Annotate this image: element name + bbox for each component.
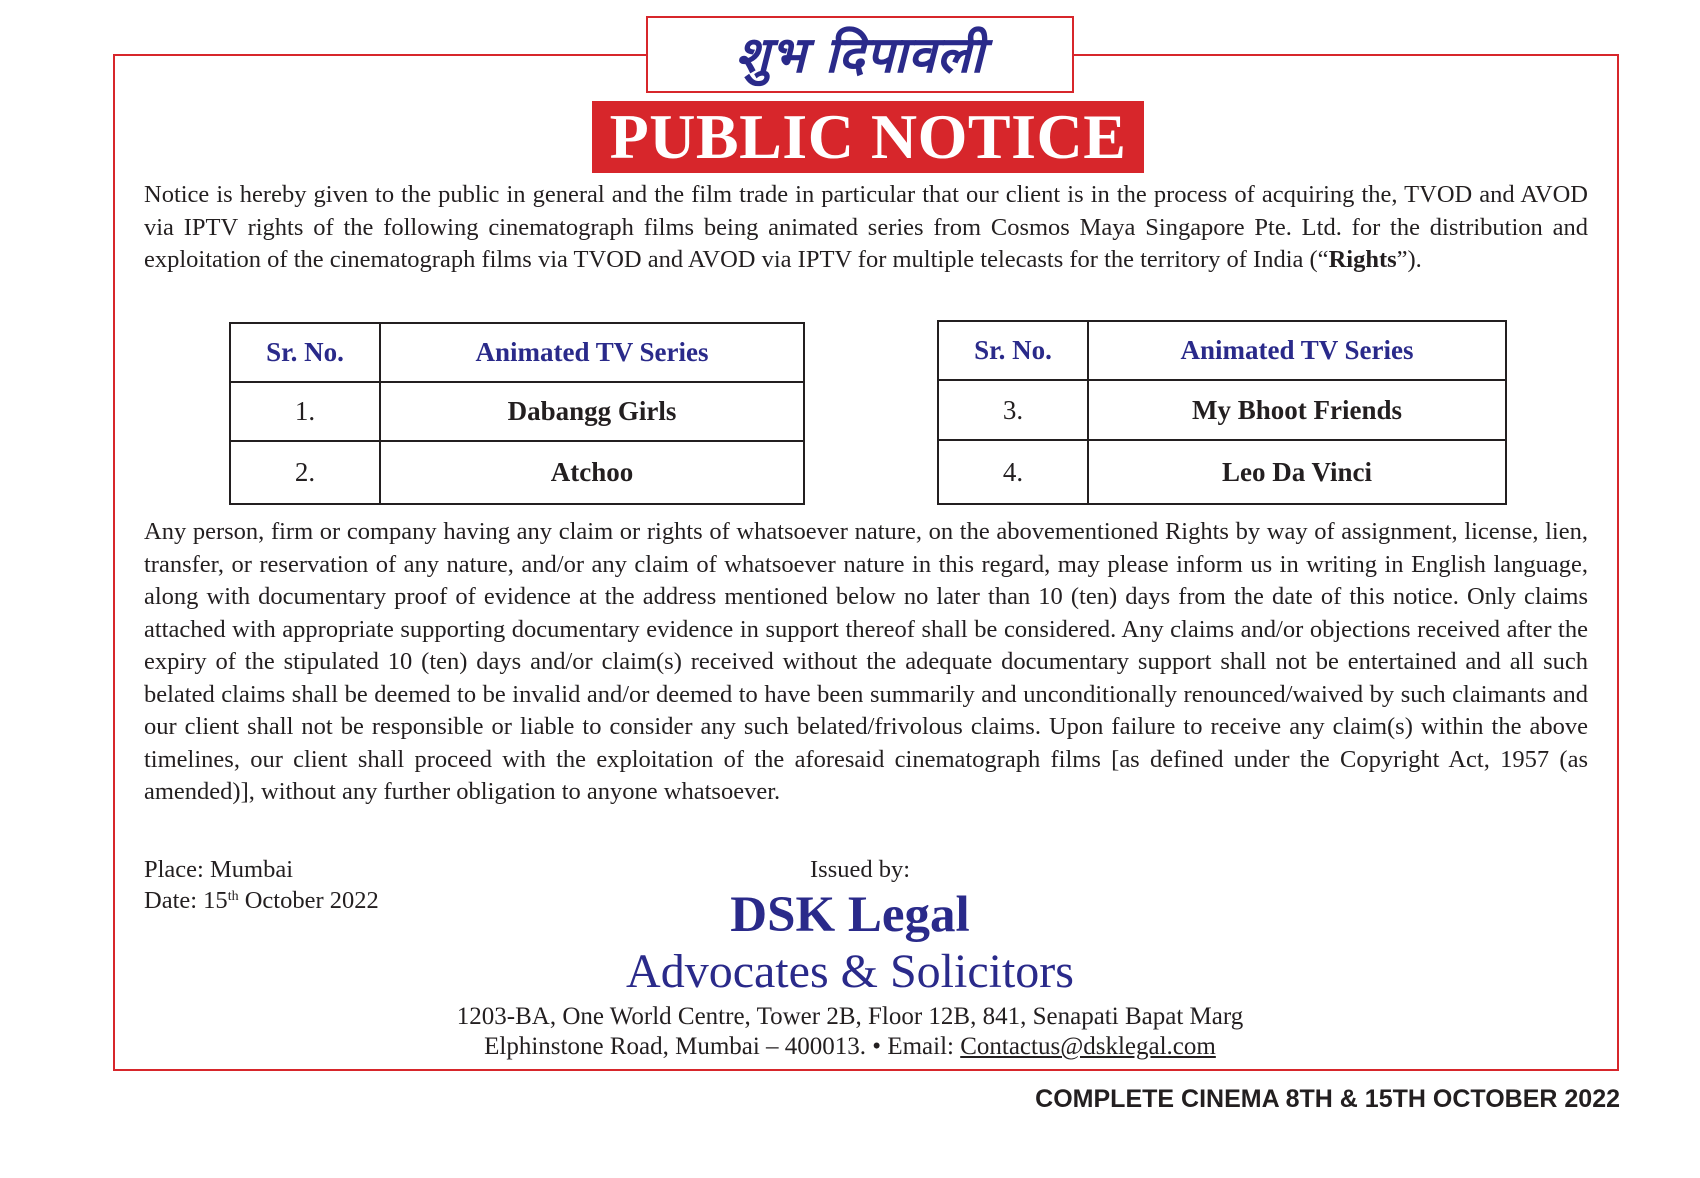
intro-text: Notice is hereby given to the public in general and the film trade in particular that our client is in the process of acquiring the, TVOD and AVOD via IPTV rights of the following cinematograph films being animated series from Cosmos Maya Singapore Pte. Ltd. for the distribution and exploitation of the cinematograph films via TVOD and AVOD via IPTV for multiple telecasts for the territory of India (“ [144, 181, 1588, 273]
table-row [230, 441, 804, 504]
sr-number: 4. [938, 440, 1088, 504]
table-header-row [230, 323, 804, 382]
series-table-left [229, 322, 805, 505]
publication-footer: COMPLETE CINEMA 8TH & 15TH OCTOBER 2022 [1035, 1085, 1620, 1113]
issued-by-label: Issued by: [810, 856, 911, 883]
series-title: My Bhoot Friends [1088, 380, 1506, 440]
page-title: PUBLIC NOTICE [609, 101, 1127, 172]
claims-paragraph: Any person, firm or company having any claim or rights of whatsoever nature, on the abovementioned Rights by way of assignment, license, lien, transfer, or reservation of any nature, and/or any claim of whatsoever nature in this regard, may please inform us in writing in English language, along with documentary proof of evidence at the address mentioned below no later than 10 (ten) days from the date of this notice. Only claims attached with appropriate supporting documentary evidence in support thereof shall be considered. Any claims and/or objections received after the expiry of the stipulated 10 (ten) days and/or claim(s) received without the adequate documentary support shall not be entertained and all such belated claims shall be deemed to be invalid and/or deemed to have been summarily and unconditionally renounced/waived by such claimants and our client shall not be responsible or liable to consider any such belated/frivolous claims. Upon failure to receive any claim(s) within the above timelines, our client shall proceed with the exploitation of the aforesaid cinematograph films [as defined under the Copyright Act, 1957 (as amended)], without any further obligation to anyone whatsoever. [144, 518, 1588, 805]
date-day: Date: 15 [144, 887, 228, 914]
firm-name: DSK Legal [730, 887, 970, 943]
table-row [230, 382, 804, 441]
table-header-row [938, 321, 1506, 380]
column-header-sr-no: Sr. No. [938, 321, 1088, 380]
series-title: Atchoo [380, 441, 804, 504]
column-header-sr-no: Sr. No. [230, 323, 380, 382]
email-link[interactable]: Contactus@dsklegal.com [960, 1033, 1216, 1060]
firm-tagline: Advocates & Solicitors [626, 945, 1074, 998]
date-month-year: October 2022 [238, 887, 379, 914]
date-ordinal: th [227, 889, 239, 904]
table-row [938, 380, 1506, 440]
sr-number: 2. [230, 441, 380, 504]
title-banner [592, 101, 1144, 173]
diwali-greeting: शुभ दिपावली [735, 25, 985, 84]
series-title: Dabangg Girls [380, 382, 804, 441]
place-line: Place: Mumbai [144, 856, 294, 883]
column-header-series: Animated TV Series [1088, 321, 1506, 380]
series-table-right [937, 320, 1507, 505]
address-city: Elphinstone Road, Mumbai – 400013. • Email: [484, 1033, 961, 1060]
greeting-box [646, 16, 1074, 93]
table-row [938, 440, 1506, 504]
sr-number: 3. [938, 380, 1088, 440]
column-header-series: Animated TV Series [380, 323, 804, 382]
address-line-1: 1203-BA, One World Centre, Tower 2B, Floor 12B, 841, Senapati Bapat Marg [456, 1003, 1244, 1030]
sr-number: 1. [230, 382, 380, 441]
address-line-2 [0, 1032, 1700, 1062]
defined-term-rights: Rights [1328, 246, 1397, 273]
series-title: Leo Da Vinci [1088, 440, 1506, 504]
intro-text-end: ”). [1396, 246, 1422, 273]
intro-paragraph [144, 179, 1588, 277]
